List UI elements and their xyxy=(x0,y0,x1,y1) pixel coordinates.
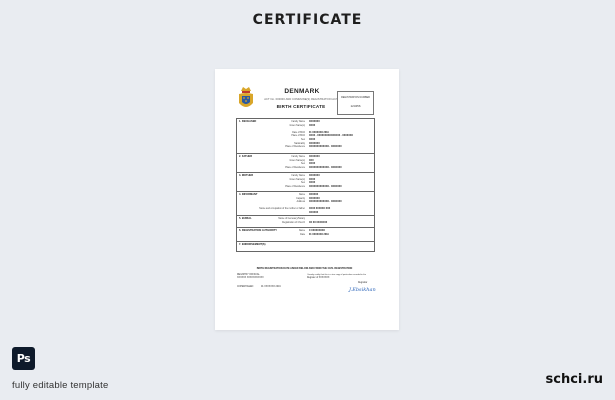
field-value: XXXX xyxy=(309,124,316,127)
certificate-section xyxy=(237,153,374,172)
field-label: Family Name xyxy=(291,156,305,158)
certificate-title: BIRTH CERTIFICATE xyxy=(276,104,326,109)
photoshop-label: Ps xyxy=(16,352,31,365)
field-value: XXXXXXXXXXXXX · XXXXXXX xyxy=(309,201,342,204)
field-label: Name and occupation of the mother or father xyxy=(259,208,305,211)
brand-name: schci.ru xyxy=(545,372,603,387)
field-value: XXXXXX xyxy=(309,194,319,196)
foot-official-name: XXXXXX XXXXXXXXXXX xyxy=(237,277,264,279)
field-label: Capacity xyxy=(296,197,305,200)
section-row xyxy=(237,234,374,237)
field-label: Name xyxy=(298,230,305,232)
foot-registrar: Registrar xyxy=(358,282,368,284)
certificate-section xyxy=(237,119,374,153)
registration-value: 123456 xyxy=(350,104,361,108)
section-row xyxy=(237,178,374,185)
field-label: Address xyxy=(296,201,305,204)
certificate-subheading: ACT No. 000000 AND COMMUNE(S) REGISTRATION ACT xyxy=(264,98,338,101)
field-value: XXXXXXXXXXXXX · XXXXXXX xyxy=(309,166,342,169)
foot-date: 01 XXXXXXX 2019 xyxy=(261,286,281,288)
field-value: XXXX xyxy=(309,182,316,185)
field-value: XXX xyxy=(309,159,314,162)
certificate-section xyxy=(237,172,374,191)
section-row xyxy=(237,139,374,142)
section-row xyxy=(237,121,374,124)
certificate-note: BIRTH REGISTRATION DATE ASKED BELOW AND FROM THE CIVIL REGISTRATION xyxy=(256,267,353,270)
field-value: XXXXXXX xyxy=(309,121,320,123)
field-label: Place of Residence xyxy=(285,146,305,149)
field-value: XXXXXX xyxy=(309,212,319,214)
field-value: XXXX xyxy=(309,178,316,181)
section-row xyxy=(237,125,374,128)
field-value: XXXXXXXXXXXXX · XXXXXXX xyxy=(309,146,342,149)
section-row xyxy=(237,218,374,221)
field-value: XXXX xyxy=(309,163,316,166)
certificate-country: DENMARK xyxy=(284,88,320,95)
section-row xyxy=(237,156,374,159)
field-value: 01 XXXXXXX 2019 xyxy=(309,131,329,134)
field-label: Sex xyxy=(301,139,305,141)
page-title: CERTIFICATE xyxy=(252,12,363,28)
section-title: 5. BURIAL xyxy=(239,217,252,220)
section-row xyxy=(237,159,374,166)
certificate-section xyxy=(237,215,374,227)
field-label: Given Name(s) xyxy=(289,159,305,162)
field-label: Place of Residence xyxy=(285,166,305,169)
registrar-signature: J.Ebsikhan xyxy=(349,287,376,293)
section-row xyxy=(237,135,374,138)
editable-caption: fully editable template xyxy=(12,380,109,391)
certificate-table xyxy=(236,118,375,252)
field-label: Family Name xyxy=(291,175,305,177)
section-row xyxy=(237,128,374,131)
certificate-section xyxy=(237,227,374,241)
section-row xyxy=(237,175,374,178)
field-value: XXXXXXX xyxy=(309,175,320,177)
field-value: XXXX · XXXXXXXXXXXXXXX · XXXXXXX xyxy=(309,135,353,138)
section-row xyxy=(237,201,374,204)
certificate-sheet xyxy=(215,69,399,330)
section-row xyxy=(237,167,374,170)
field-label: Name xyxy=(298,194,305,196)
section-row xyxy=(237,194,374,197)
section-row xyxy=(237,146,374,149)
field-label: Nationality xyxy=(294,142,305,145)
photoshop-icon xyxy=(12,347,35,370)
field-label: Date xyxy=(300,233,305,236)
registration-box xyxy=(337,91,374,115)
foot-place: COPENHAGEN xyxy=(237,286,254,288)
field-label: Place of Residence xyxy=(285,185,305,188)
section-row xyxy=(237,186,374,189)
section-row xyxy=(237,163,374,166)
section-row xyxy=(237,182,374,185)
field-value: XXXXXXX xyxy=(309,156,320,158)
field-label: Given Name(s) xyxy=(289,178,305,181)
field-value: 01 XXXXXXX 2019 xyxy=(309,233,329,236)
field-label: Registration of Church xyxy=(282,221,305,224)
field-value: XXXXXXXXXXXXX · XXXXXXX xyxy=(309,185,342,188)
field-label: Date of Birth xyxy=(292,131,305,134)
field-label: Sex xyxy=(301,182,305,185)
field-label: Sex xyxy=(301,163,305,166)
foot-certify-text: I hereby certify that this is a true copy of particulars recorded in the xyxy=(307,274,367,276)
section-title: 1. DECEASED xyxy=(239,120,257,123)
section-row xyxy=(237,208,374,211)
section-title: 2. FATHER xyxy=(239,155,253,158)
section-title: 7. ENDORSEMENT(S) xyxy=(239,243,266,246)
field-value: XXXX xyxy=(309,139,316,141)
section-title: 4. INFORMANT xyxy=(239,193,258,196)
field-value: XXXX XXXXXX XXX xyxy=(309,208,331,211)
section-row xyxy=(237,222,374,225)
registration-label: REGISTRATION NUMBER xyxy=(341,96,370,99)
section-title: 6. REGISTRATION AUTHORITY xyxy=(239,229,278,232)
field-label: Family Name xyxy=(291,121,305,123)
field-label: Name of Cemetery/Notary xyxy=(278,218,305,220)
field-label: Given Name(s) xyxy=(289,124,305,127)
certificate-section xyxy=(237,191,374,215)
foot-official-label: REGISTRY OFFICIAL xyxy=(237,274,260,276)
field-label: Place of Birth xyxy=(291,135,305,138)
foot-register: Register of XXXXXXX xyxy=(307,277,330,279)
coat-of-arms-icon xyxy=(237,85,255,111)
section-title: 3. MOTHER xyxy=(239,174,254,177)
field-value: X XXXXXXXXX xyxy=(309,230,325,232)
field-value: XXXXXXX xyxy=(309,142,320,145)
field-value: XX XX XXXXXXX xyxy=(309,221,328,224)
certificate-section xyxy=(237,241,374,251)
section-row xyxy=(237,230,374,233)
field-value: XXXXXXX xyxy=(309,197,320,200)
